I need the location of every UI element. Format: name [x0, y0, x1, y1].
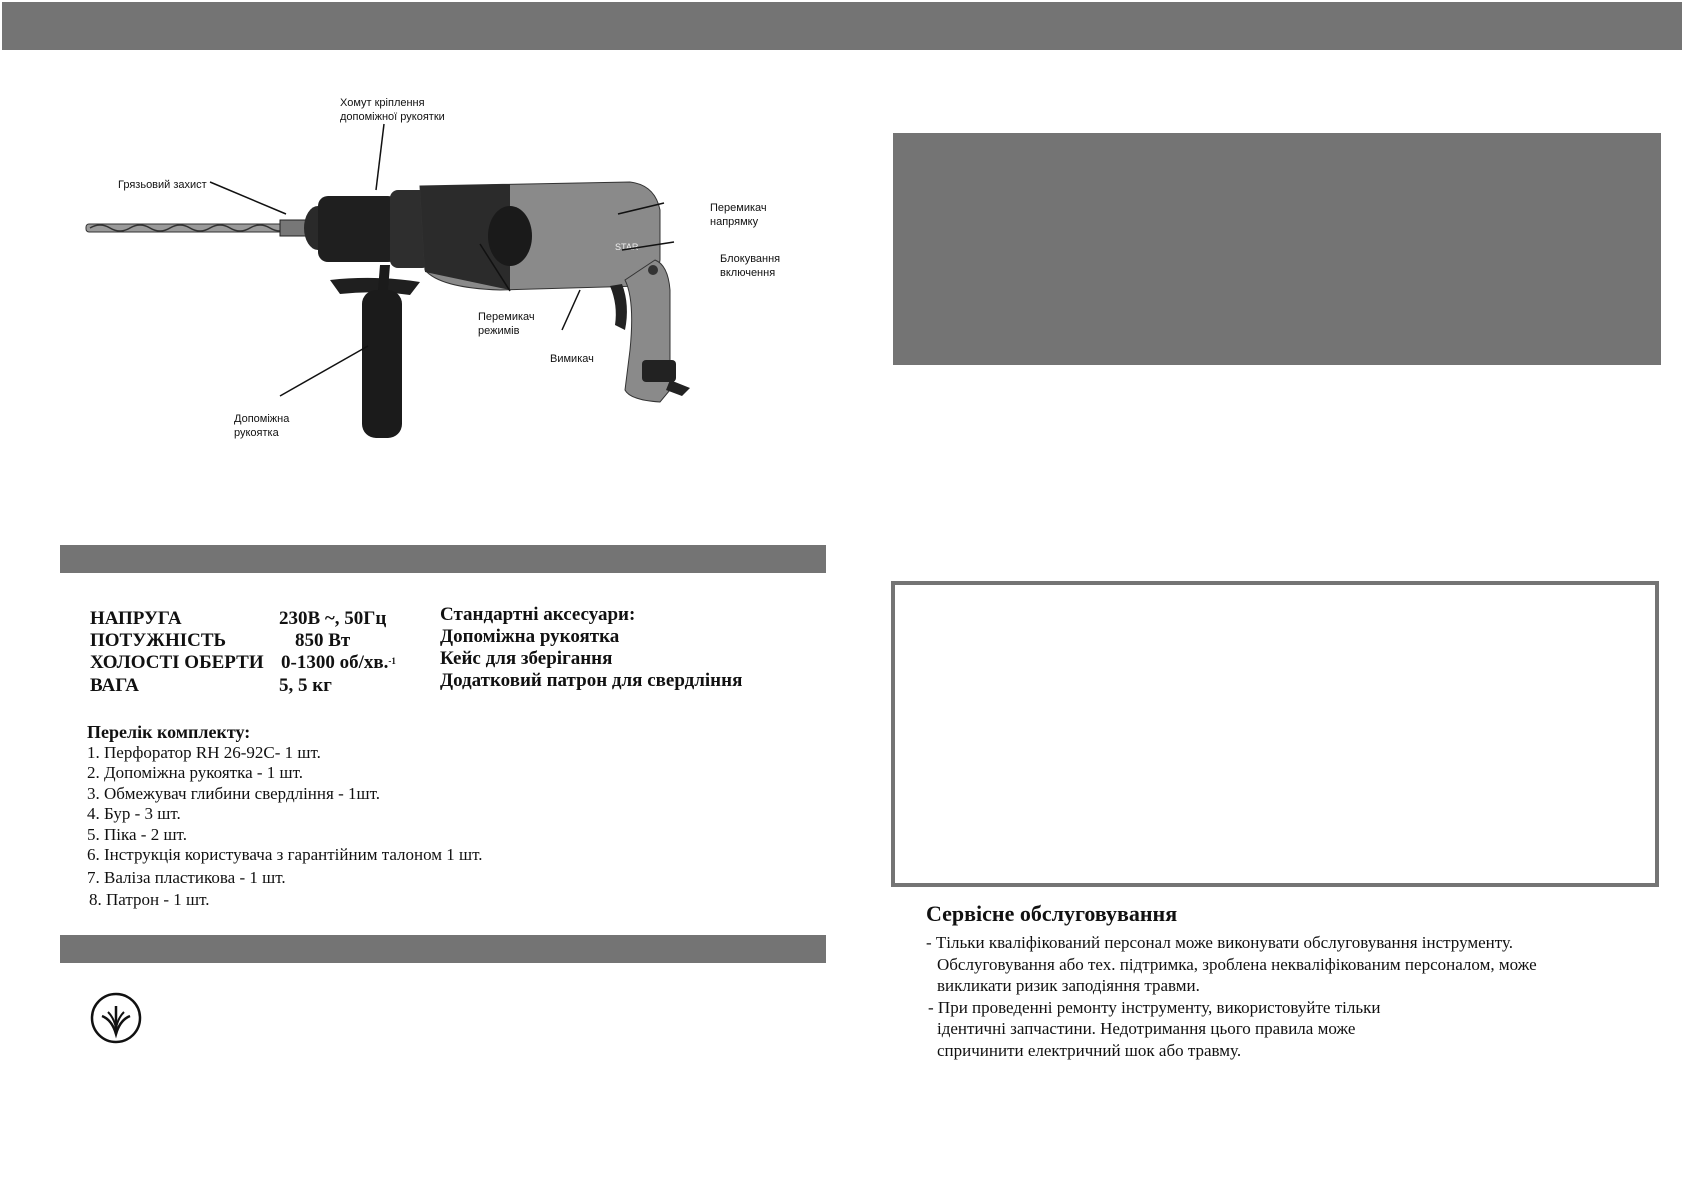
label-trigger — [550, 352, 594, 366]
kit-item: 7. Валіза пластикова - 1 шт. — [87, 867, 286, 887]
accessory-item: Додатковий патрон для свердління — [440, 670, 743, 691]
chuck — [304, 190, 430, 268]
spec-value — [281, 652, 396, 674]
label-aux-text: Допоміжна рукоятка — [234, 413, 290, 439]
spec-name: ПОТУЖНІСТЬ — [90, 630, 227, 651]
label-clamp-text: Хомут кріплення допоміжної рукоятки — [340, 97, 445, 123]
specs-section-bar — [60, 545, 826, 573]
kit-title: Перелік комплекту: — [87, 722, 251, 742]
spec-name: ХОЛОСТІ ОБЕРТИ — [90, 652, 264, 673]
accessories-title: Стандартні аксесуари: — [440, 604, 636, 625]
spec-name: ВАГА — [90, 675, 139, 696]
service-title: Сервісне обслуговування — [926, 901, 1178, 926]
kit-item: 4. Бур - 3 шт. — [87, 804, 181, 823]
service-section — [926, 900, 1646, 1061]
right-outlined-panel — [891, 581, 1659, 887]
spec-name: НАПРУГА — [90, 608, 182, 629]
label-trigger-text: Вимикач — [550, 353, 594, 365]
service-line: - Тільки кваліфікований персонал може виконувати обслуговування інструменту. — [926, 933, 1514, 952]
kit-item: 8. Патрон - 1 шт. — [89, 890, 210, 909]
rotary-hammer-illustration — [70, 90, 830, 510]
right-gray-panel — [893, 133, 1661, 365]
kit-item: 2. Допоміжна рукоятка - 1 шт. — [87, 763, 304, 782]
service-line: ідентичні запчастини. Недотримання цього правила може — [937, 1019, 1356, 1038]
label-direction-text: Перемикач напрямку — [710, 202, 767, 228]
tool-body — [420, 182, 660, 290]
spec-value: 5, 5 кг — [279, 675, 332, 696]
kit-item: 3. Обмежувач глибини свердління - 1шт. — [87, 783, 380, 803]
label-mode-text: Перемикач режимів — [478, 311, 535, 337]
service-line: - При проведенні ремонту інструменту, використовуйте тільки — [928, 997, 1381, 1017]
service-line: спричинити електричний шок або травму. — [937, 1040, 1242, 1060]
tool-diagram — [70, 90, 830, 510]
label-mode-switch — [478, 310, 535, 338]
kit-item: 6. Інструкція користувача з гарантійним талоном 1 шт. — [87, 845, 483, 864]
kit-item: 1. Перфоратор RH 26-92С- 1 шт. — [87, 742, 321, 762]
header-bar — [2, 2, 1682, 50]
label-lock-text: Блокування включення — [720, 253, 781, 279]
label-clamp — [340, 96, 445, 124]
label-power-lock — [720, 252, 780, 280]
kit-list — [87, 722, 483, 911]
label-dust-protection — [118, 178, 207, 192]
spec-value: 230В ~, 50Гц — [279, 608, 387, 629]
spec-value-text: 0-1300 об/хв. — [281, 652, 389, 673]
accessory-item: Кейс для зберігання — [440, 648, 613, 669]
label-dust-text: Грязьовий захист — [118, 179, 207, 191]
standard-accessories — [440, 604, 742, 692]
brand-logo: STAR — [615, 242, 639, 252]
label-auxiliary-handle — [234, 412, 289, 440]
accessory-item: Допоміжна рукоятка — [440, 626, 620, 647]
label-direction-switch — [710, 201, 767, 229]
drill-bit — [86, 220, 310, 236]
spec-value: 850 Вт — [295, 630, 351, 651]
certification-section-bar — [60, 935, 826, 963]
spec-value-superscript: -1 — [388, 656, 396, 666]
ukr-conformity-mark-icon — [88, 990, 144, 1046]
service-line: Обслуговування або тех. підтримка, зроблена некваліфікованим персоналом, може — [937, 954, 1537, 974]
auxiliary-handle — [330, 265, 420, 438]
service-line: викликати ризик заподіяння травми. — [937, 976, 1200, 995]
kit-item: 5. Піка - 2 шт. — [87, 824, 187, 844]
